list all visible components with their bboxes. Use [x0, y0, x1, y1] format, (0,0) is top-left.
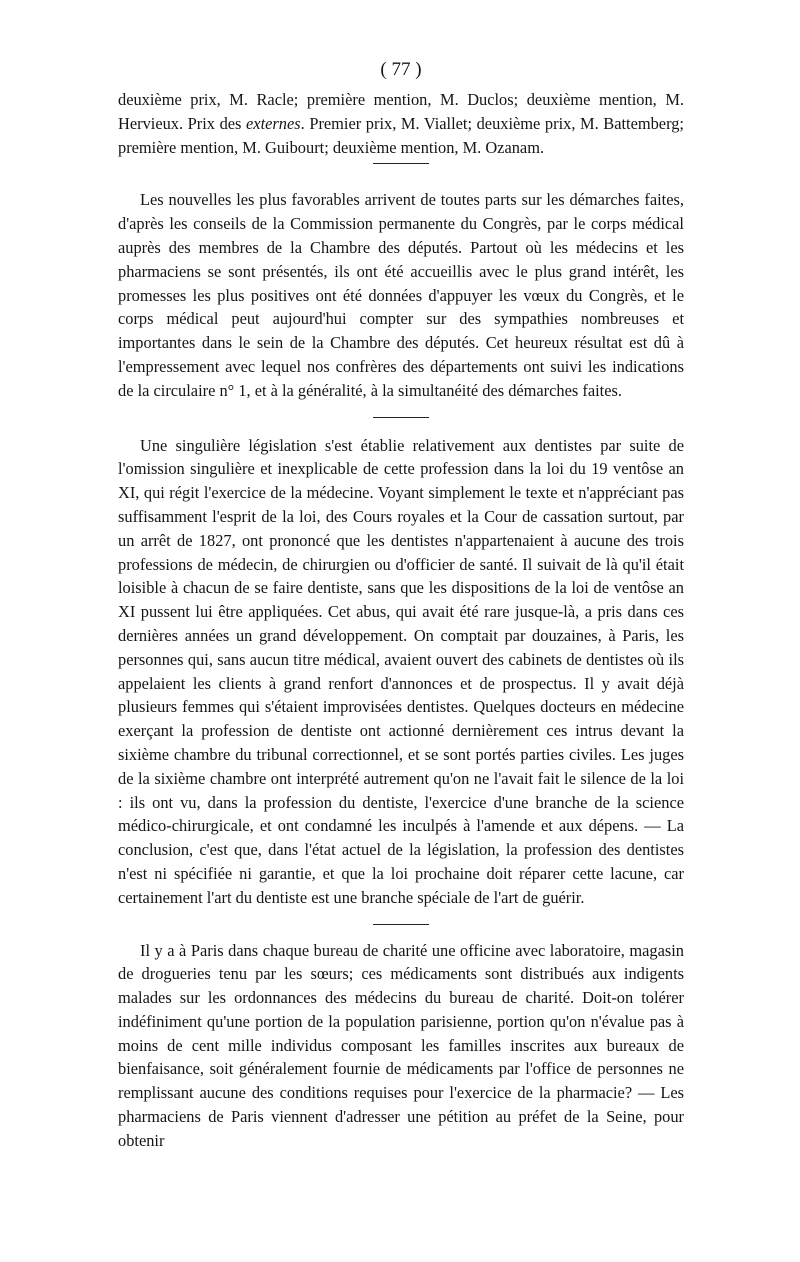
- paragraph-dentists-legislation: Une singulière législation s'est établie relativement aux dentistes par suite de l'omission singulière et inexplicable de cette profession dans la loi du 19 ventôse an XI, qui régit l'exercice de la médecine. Voyant simplement le texte et n'appréciant pas suffisamment l'esprit de la loi, des Cours royales et la Cour de cassation surtout, par un arrêt de 1827, ont prononcé que les dentistes n'appartenaient à aucune des trois professions de médecin, de chirurgien ou d'officier de santé. Il suivait de là qu'il était loisible à chacun de se faire dentiste, sans que les dispositions de la loi de ventôse an XI pussent lui être appliquées. Cet abus, qui avait été rare jusque-là, a pris dans ces dernières années un grand développement. On comptait par douzaines, à Paris, les personnes qui, sans aucun titre médical, avaient ouvert des cabinets de dentistes où ils appelaient les clients à grand renfort d'annonces et de prospectus. Il y avait déjà plusieurs femmes qui s'étaient improvisées dentistes. Quelques docteurs en médecine exerçant la profession de dentiste ont actionné dernièrement ces intrus devant la sixième chambre du tribunal correctionnel, et se sont portés parties civiles. Les juges de la sixième chambre ont interprété autrement qu'on ne l'avait fait le silence de la loi : ils ont vu, dans la profession du dentiste, l'exercice d'une branche de la science médico-chirurgicale, et ont condamné les inculpés à l'amende et aux dépens. — La conclusion, c'est que, dans l'état actuel de la législation, la profession des dentistes n'est ni spécifiée ni garantie, et que la loi prochaine doit réparer cette lacune, car certainement l'art du dentiste est une branche spéciale de l'art de guérir.: [118, 435, 684, 907]
- paragraph-congress-news: Les nouvelles les plus favorables arrivent de toutes parts sur les démarches faites, d'après les conseils de la Commission permanente du Congrès, par le corps médical auprès des membres de la Chambre des députés. Partout où les médecins et les pharmaciens se sont présentés, ils ont été accueillis avec le plus grand intérêt, les promesses les plus positives ont été données d'appuyer les vœux du Congrès, et le corps médical peut aujourd'hui compter sur des sympathies nombreuses et importantes dans le sein de la Chambre des députés. Cet heureux résultat est dû à l'empressement avec lequel nos confrères des départements ont suivi les indications de la circulaire n° 1, et à la généralité, à la simultanéité des démarches faites.: [118, 190, 684, 400]
- italic-word-externes: externes: [246, 113, 301, 133]
- section-divider: [373, 417, 429, 418]
- paragraph-charity-pharmacy: Il y a à Paris dans chaque bureau de charité une officine avec laboratoire, magasin de drogueries tenu par les sœurs; ces médicaments sont distribués aux indigents malades sur les ordonnances des médecins du bureau de charité. Doit-on tolérer indéfiniment qu'une portion de la population parisienne, portion qu'on n'évalue pas à moins de cent mille individus composant les familles inscrites aux bureaux de bienfaisance, soit généralement fournie de médicaments par l'office de personnes ne remplissant aucune des conditions requises pour l'exercice de la pharmacie? — Les pharmaciens de Paris viennent d'adresser une pétition au préfet de la Seine, pour obtenir: [118, 940, 684, 1150]
- paragraph-prize-list-text-end: . Premier prix, M. Viallet; deuxième prix, M. Battemberg; première mention, M. Guibourt; deuxième mention, M. Ozanam.: [118, 113, 684, 157]
- paragraph-prize-list: [118, 88, 684, 159]
- paragraph-prize-list-text-start: deuxième prix, M. Racle; première mention, M. Duclos; deuxième mention, M. Hervieux. Prix des: [118, 90, 684, 133]
- section-divider: [373, 163, 429, 164]
- document-page: [118, 58, 684, 1153]
- section-divider: [373, 924, 429, 925]
- page-number: ( 77 ): [380, 59, 422, 80]
